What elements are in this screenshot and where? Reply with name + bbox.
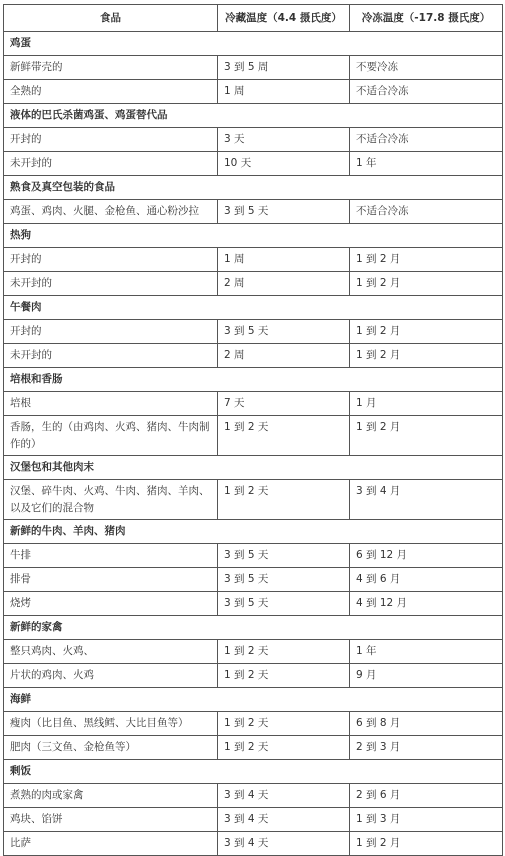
cell-food: 肥肉（三文鱼、金枪鱼等）: [4, 736, 218, 760]
table-row: [4, 320, 503, 344]
cell-food: 鸡蛋、鸡肉、火腿、金枪鱼、通心粉沙拉: [4, 200, 218, 224]
cell-fridge-duration: 1 到 2 天: [218, 712, 350, 736]
table-row: [4, 808, 503, 832]
cell-fridge-duration: 3 到 5 天: [218, 568, 350, 592]
section-title: 培根和香肠: [4, 368, 503, 392]
section-title: 新鲜的牛肉、羊肉、猪肉: [4, 520, 503, 544]
section-title: 午餐肉: [4, 296, 503, 320]
cell-freezer-duration: 9 月: [350, 664, 503, 688]
section-title: 液体的巴氏杀菌鸡蛋、鸡蛋替代品: [4, 104, 503, 128]
cell-freezer-duration: 1 月: [350, 392, 503, 416]
cell-food: 汉堡、碎牛肉、火鸡、牛肉、猪肉、羊肉、以及它们的混合物: [4, 480, 218, 520]
cell-fridge-duration: 1 周: [218, 248, 350, 272]
cell-fridge-duration: 2 周: [218, 272, 350, 296]
table-row: [4, 544, 503, 568]
cell-fridge-duration: 1 到 2 天: [218, 416, 350, 456]
table-row: [4, 272, 503, 296]
section-row: [4, 296, 503, 320]
cell-food: 培根: [4, 392, 218, 416]
cell-food: 未开封的: [4, 152, 218, 176]
table-row: [4, 416, 503, 456]
cell-fridge-duration: 1 到 2 天: [218, 480, 350, 520]
cell-food: 煮熟的肉或家禽: [4, 784, 218, 808]
cell-fridge-duration: 3 到 5 天: [218, 592, 350, 616]
cell-freezer-duration: 不要冷冻: [350, 56, 503, 80]
cell-freezer-duration: 1 到 3 月: [350, 808, 503, 832]
cell-freezer-duration: 6 到 12 月: [350, 544, 503, 568]
header-fridge-temp: 冷藏温度（4.4 摄氏度）: [218, 5, 350, 32]
table-row: [4, 592, 503, 616]
section-title: 汉堡包和其他肉末: [4, 456, 503, 480]
cell-fridge-duration: 3 天: [218, 128, 350, 152]
cell-freezer-duration: 1 到 2 月: [350, 832, 503, 856]
section-title: 新鲜的家禽: [4, 616, 503, 640]
table-row: [4, 152, 503, 176]
cell-food: 未开封的: [4, 272, 218, 296]
header-freezer-temp: 冷冻温度（-17.8 摄氏度）: [350, 5, 503, 32]
cell-food: 开封的: [4, 320, 218, 344]
table-row: [4, 80, 503, 104]
table-row: [4, 480, 503, 520]
cell-freezer-duration: 1 到 2 月: [350, 248, 503, 272]
cell-freezer-duration: 1 年: [350, 640, 503, 664]
cell-freezer-duration: 3 到 4 月: [350, 480, 503, 520]
cell-fridge-duration: 1 到 2 天: [218, 736, 350, 760]
cell-freezer-duration: 2 到 3 月: [350, 736, 503, 760]
cell-food: 全熟的: [4, 80, 218, 104]
section-row: [4, 520, 503, 544]
table-row: [4, 736, 503, 760]
table-row: [4, 392, 503, 416]
section-title: 熟食及真空包装的食品: [4, 176, 503, 200]
cell-freezer-duration: 1 年: [350, 152, 503, 176]
cell-food: 开封的: [4, 128, 218, 152]
table-row: [4, 128, 503, 152]
cell-fridge-duration: 3 到 4 天: [218, 832, 350, 856]
table-body: [4, 32, 503, 856]
section-title: 剩饭: [4, 760, 503, 784]
cell-freezer-duration: 1 到 2 月: [350, 272, 503, 296]
cell-freezer-duration: 不适合冷冻: [350, 80, 503, 104]
table-row: [4, 248, 503, 272]
cell-fridge-duration: 3 到 4 天: [218, 784, 350, 808]
header-food: 食品: [4, 5, 218, 32]
food-storage-table: [3, 4, 503, 856]
cell-freezer-duration: 不适合冷冻: [350, 128, 503, 152]
cell-food: 片状的鸡肉、火鸡: [4, 664, 218, 688]
cell-fridge-duration: 1 到 2 天: [218, 640, 350, 664]
cell-food: 新鲜带壳的: [4, 56, 218, 80]
section-title: 海鲜: [4, 688, 503, 712]
table-row: [4, 712, 503, 736]
cell-fridge-duration: 3 到 5 天: [218, 200, 350, 224]
cell-fridge-duration: 3 到 4 天: [218, 808, 350, 832]
cell-freezer-duration: 4 到 6 月: [350, 568, 503, 592]
cell-food: 未开封的: [4, 344, 218, 368]
section-row: [4, 32, 503, 56]
section-row: [4, 760, 503, 784]
section-row: [4, 104, 503, 128]
cell-food: 排骨: [4, 568, 218, 592]
table-row: [4, 56, 503, 80]
cell-food: 比萨: [4, 832, 218, 856]
cell-fridge-duration: 2 周: [218, 344, 350, 368]
cell-freezer-duration: 不适合冷冻: [350, 200, 503, 224]
section-row: [4, 688, 503, 712]
cell-freezer-duration: 1 到 2 月: [350, 344, 503, 368]
table-row: [4, 344, 503, 368]
cell-food: 鸡块、馅饼: [4, 808, 218, 832]
cell-food: 开封的: [4, 248, 218, 272]
cell-food: 香肠，生的（由鸡肉、火鸡、猪肉、牛肉制作的）: [4, 416, 218, 456]
header-row: [4, 5, 503, 32]
table-row: [4, 784, 503, 808]
cell-food: 牛排: [4, 544, 218, 568]
section-row: [4, 456, 503, 480]
table-row: [4, 200, 503, 224]
section-title: 鸡蛋: [4, 32, 503, 56]
section-row: [4, 368, 503, 392]
section-row: [4, 616, 503, 640]
cell-freezer-duration: 2 到 6 月: [350, 784, 503, 808]
cell-freezer-duration: 6 到 8 月: [350, 712, 503, 736]
cell-fridge-duration: 3 到 5 天: [218, 320, 350, 344]
table-row: [4, 832, 503, 856]
cell-fridge-duration: 1 周: [218, 80, 350, 104]
section-row: [4, 176, 503, 200]
cell-fridge-duration: 10 天: [218, 152, 350, 176]
section-title: 热狗: [4, 224, 503, 248]
cell-fridge-duration: 1 到 2 天: [218, 664, 350, 688]
cell-food: 瘦肉（比目鱼、黑线鳕、大比目鱼等）: [4, 712, 218, 736]
cell-freezer-duration: 4 到 12 月: [350, 592, 503, 616]
table-row: [4, 664, 503, 688]
table-row: [4, 568, 503, 592]
cell-fridge-duration: 3 到 5 周: [218, 56, 350, 80]
cell-food: 整只鸡肉、火鸡、: [4, 640, 218, 664]
table-row: [4, 640, 503, 664]
cell-freezer-duration: 1 到 2 月: [350, 416, 503, 456]
cell-food: 烧烤: [4, 592, 218, 616]
cell-freezer-duration: 1 到 2 月: [350, 320, 503, 344]
section-row: [4, 224, 503, 248]
cell-fridge-duration: 3 到 5 天: [218, 544, 350, 568]
cell-fridge-duration: 7 天: [218, 392, 350, 416]
